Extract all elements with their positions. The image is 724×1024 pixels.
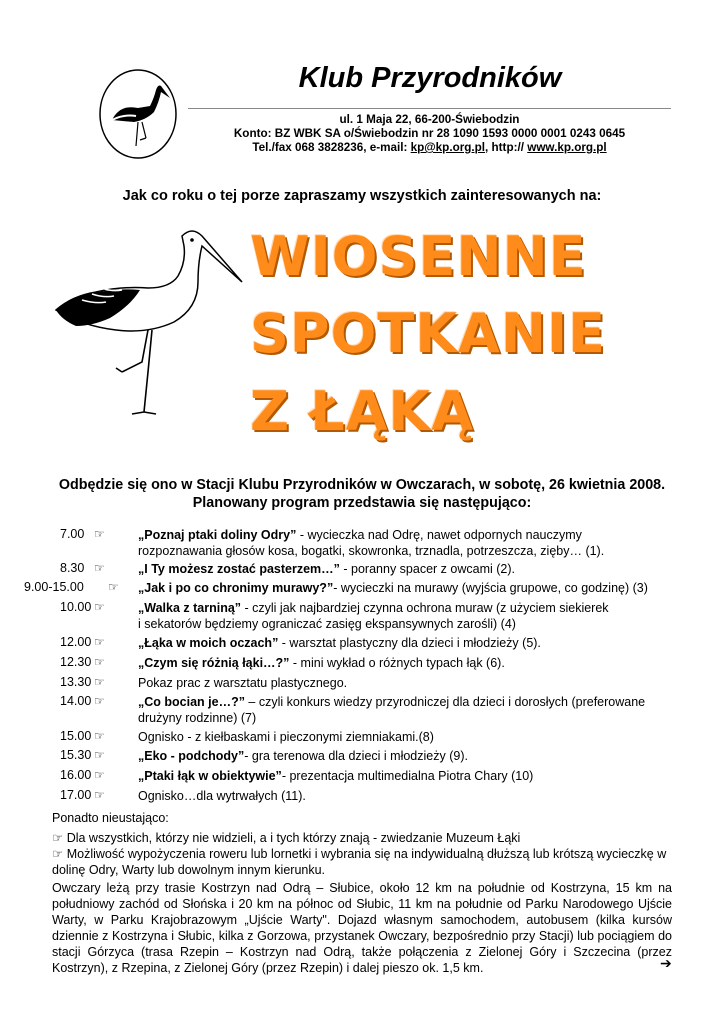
event-title-line-2: SPOTKANIE bbox=[250, 302, 607, 365]
program-description bbox=[138, 580, 678, 596]
program-text: Pokaz prac z warsztatu plastycznego. bbox=[138, 676, 348, 690]
program-title: „Poznaj ptaki doliny Odry” bbox=[138, 528, 297, 542]
program-title: „Walka z tarniną” bbox=[138, 601, 242, 615]
hand-pointing-icon: ☞ bbox=[94, 655, 105, 669]
directions-text: Owczary leżą przy trasie Kostrzyn nad Odrą – Słubice, około 12 km na południe od Kostrzyna, 15 km na południowy zachód od Słońska i 20 km na północ od Słubic, 11 km na południe od Parku Narodowego Ujście Warty, w Parku Krajobrazowym „Ujście Warty". Dojazd własnym samochodem, autobusem (kilka kursów dziennie z Kostrzyna i Słubic, kilka z Gorzowa, przystanek Owczary, bezpośrednio przy Stacji) lub pociągiem do stacji Górzyca (trasa Rzepin – Kostrzyn nad Odrą, także połączenia z Zielonej Góry i Szczecina (przez Kostrzyn), z Rzepina, z Zielonej Góry (przez Rzepin) i dalej pieszo ok. 1,5 km. bbox=[52, 881, 672, 975]
hand-pointing-icon: ☞ bbox=[94, 600, 105, 614]
program-time: 8.30 bbox=[60, 561, 85, 575]
hand-pointing-icon: ☞ bbox=[94, 635, 105, 649]
event-title-line-3: Z ŁĄKĄ bbox=[250, 380, 475, 443]
program-text-line-2: drużyny rodzinne) (7) bbox=[138, 711, 257, 725]
email-link[interactable]: kp@kp.org.pl bbox=[410, 141, 486, 154]
program-time: 13.30 bbox=[60, 675, 92, 689]
ongoing-item-text: Dla wszystkich, którzy nie widzieli, a i tych którzy znają - zwiedzanie Muzeum Łąki bbox=[66, 831, 521, 845]
program-title: „Co bocian je…?” bbox=[138, 695, 245, 709]
hand-pointing-icon: ☞ bbox=[94, 748, 105, 762]
program-text-line-2: rozpoznawania głosów kosa, bogatki, skowronka, trznadla, potrzeszcza, zięby… (1). bbox=[138, 544, 605, 558]
hand-pointing-icon: ☞ bbox=[52, 847, 64, 861]
hand-pointing-icon: ☞ bbox=[94, 768, 105, 782]
program-time: 15.00 bbox=[60, 729, 92, 743]
hand-pointing-icon: ☞ bbox=[94, 675, 105, 689]
contact-prefix: Tel./fax 068 3828236, e-mail: bbox=[252, 141, 411, 154]
header-divider bbox=[188, 108, 671, 109]
program-text: - wycieczki na murawy (wyjścia grupowe, co godzinę) (3) bbox=[333, 581, 648, 595]
program-description bbox=[138, 694, 678, 726]
program-time: 12.00 bbox=[60, 635, 92, 649]
invitation-text: Jak co roku o tej porze zapraszamy wszystkich zainteresowanych na: bbox=[122, 188, 602, 204]
program-title: „Ptaki łąk w obiektywie” bbox=[138, 769, 282, 783]
hand-pointing-icon: ☞ bbox=[108, 580, 119, 594]
program-text: Ognisko…dla wytrwałych (11). bbox=[138, 789, 306, 803]
website-link[interactable]: www.kp.org.pl bbox=[527, 141, 607, 154]
hand-pointing-icon: ☞ bbox=[94, 561, 105, 575]
stork-logo bbox=[98, 68, 178, 160]
program-description bbox=[138, 729, 678, 745]
account-line: Konto: BZ WBK SA o/Świebodzin nr 28 1090 1593 0000 0001 0243 0645 bbox=[233, 127, 626, 140]
program-description bbox=[138, 635, 678, 651]
program-title: „Jak i po co chronimy murawy?” bbox=[138, 581, 334, 595]
hand-pointing-icon: ☞ bbox=[94, 694, 105, 708]
program-description bbox=[138, 768, 678, 784]
address-line: ul. 1 Maja 22, 66-200-Świebodzin bbox=[339, 113, 520, 126]
hand-pointing-icon: ☞ bbox=[94, 729, 105, 743]
contact-line bbox=[188, 141, 671, 155]
program-time: 12.30 bbox=[60, 655, 92, 669]
program-description bbox=[138, 788, 678, 804]
program-description bbox=[138, 675, 678, 691]
program-time: 15.30 bbox=[60, 748, 92, 762]
program-description bbox=[138, 561, 678, 577]
program-time: 9.00-15.00 bbox=[24, 580, 84, 594]
program-description bbox=[138, 748, 678, 764]
hand-pointing-icon: ☞ bbox=[94, 527, 105, 541]
intro-line-1: Odbędzie się ono w Stacji Klubu Przyrodników w Owczarach, w sobotę, 26 kwietnia 2008. bbox=[58, 477, 666, 493]
program-text: - gra terenowa dla dzieci i młodzieży (9). bbox=[244, 749, 468, 763]
program-title: „Łąka w moich oczach” bbox=[138, 636, 279, 650]
club-title: Klub Przyrodników bbox=[298, 62, 562, 94]
program-text-line-2: i sekatorów będziemy ograniczać zasięg ekspansywnych zarośli) (4) bbox=[138, 617, 516, 631]
ongoing-item-text: Możliwość wypożyczenia roweru lub lornetki i wybrania się na indywidualną dłuższą lub krótszą wycieczkę w dolinę Odry, Warty lub dowolnym innym kierunku. bbox=[52, 847, 667, 877]
program-title: „Czym się różnią łąki…?” bbox=[138, 656, 290, 670]
ongoing-label: Ponadto nieustająco: bbox=[52, 811, 169, 825]
stork-illustration bbox=[52, 222, 244, 420]
program-description bbox=[138, 527, 678, 559]
event-title-line-1: WIOSENNE bbox=[250, 225, 587, 288]
arrow-right-icon: ➔ bbox=[660, 955, 672, 971]
program-text: - poranny spacer z owcami (2). bbox=[339, 562, 515, 576]
program-description bbox=[138, 655, 678, 671]
program-title: „I Ty możesz zostać pasterzem…” bbox=[138, 562, 340, 576]
program-title: „Eko - podchody” bbox=[138, 749, 245, 763]
hand-pointing-icon: ☞ bbox=[94, 788, 105, 802]
ongoing-item bbox=[52, 846, 672, 878]
program-text: Ognisko - z kiełbaskami i pieczonymi ziemniakami.(8) bbox=[138, 730, 434, 744]
ongoing-item bbox=[52, 830, 672, 846]
program-time: 16.00 bbox=[60, 768, 92, 782]
header-contact bbox=[188, 113, 671, 155]
program-time: 17.00 bbox=[60, 788, 92, 802]
program-text: - warsztat plastyczny dla dzieci i młodzieży (5). bbox=[278, 636, 541, 650]
program-time: 14.00 bbox=[60, 694, 92, 708]
intro-text bbox=[30, 476, 694, 512]
contact-mid: , http:// bbox=[485, 141, 528, 154]
program-time: 10.00 bbox=[60, 600, 92, 614]
hand-pointing-icon: ☞ bbox=[52, 831, 64, 845]
program-text: - mini wykład o różnych typach łąk (6). bbox=[289, 656, 505, 670]
program-text: - prezentacja multimedialna Piotra Chary (10) bbox=[281, 769, 534, 783]
program-description bbox=[138, 600, 678, 632]
program-time: 7.00 bbox=[60, 527, 85, 541]
program-text: – czyli konkurs wiedzy przyrodniczej dla dzieci i dorosłych (preferowane bbox=[244, 695, 646, 709]
intro-line-2: Planowany program przedstawia się następująco: bbox=[192, 495, 532, 511]
program-text: - czyli jak najbardziej czynna ochrona muraw (z użyciem siekierek bbox=[241, 601, 609, 615]
program-text: - wycieczka nad Odrę, nawet odpornych nauczymy bbox=[296, 528, 582, 542]
